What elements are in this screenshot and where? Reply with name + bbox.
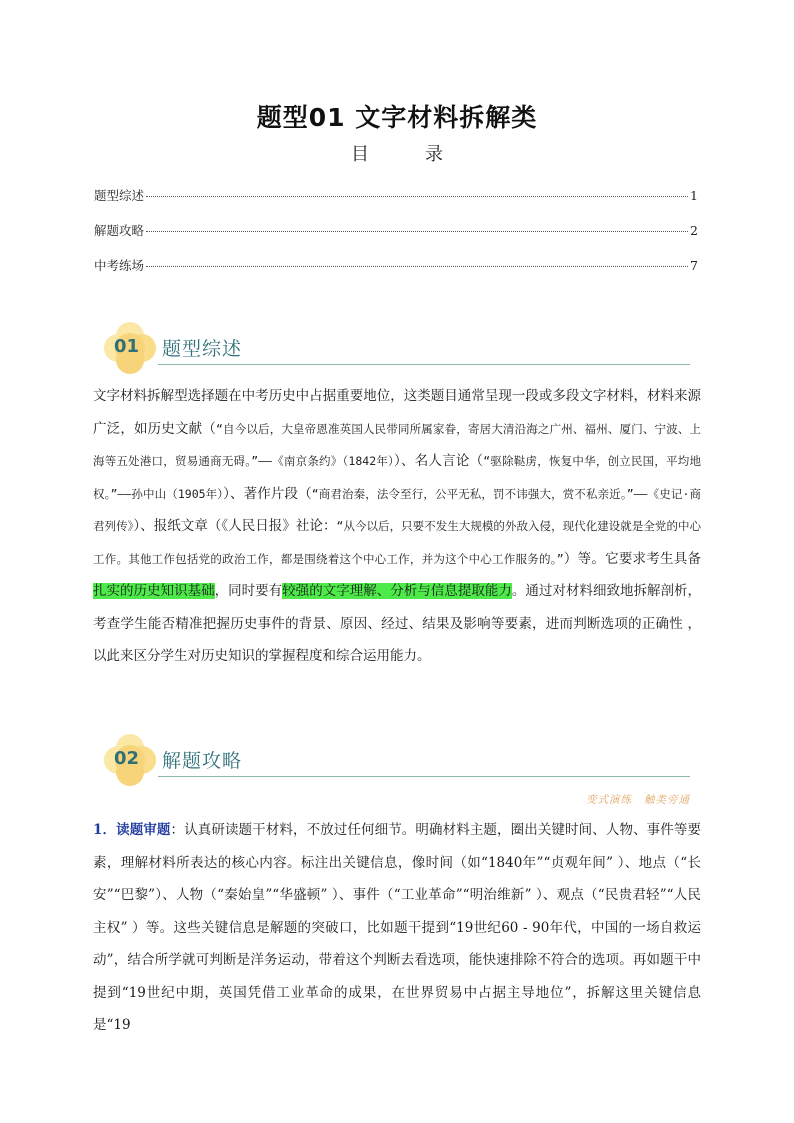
text-run: ）、名人言论（	[394, 453, 484, 469]
section-number: 02	[114, 748, 140, 769]
text-run: ，同时要有	[214, 583, 283, 599]
section-title: 题型综述	[162, 338, 243, 360]
toc-leader-dots	[146, 231, 688, 232]
section-title: 解题攻略	[162, 750, 243, 772]
quote-sun-yatsen: “驱除鞑虏，恢复中华，创立民国，平均地权。”——孙中山（1905年）	[93, 454, 702, 501]
toc-leader-dots	[146, 266, 688, 267]
toc-entry[interactable]	[94, 256, 698, 291]
toc-entry-label: 中考练场	[94, 258, 145, 273]
toc-entry-label: 题型综述	[94, 188, 145, 203]
table-of-contents	[94, 186, 698, 291]
quote-shiji: “商君治秦，法令至行，公平无私，罚不讳强大，赏不私亲近。”——《史记·商君列传》	[93, 486, 701, 533]
toc-heading	[0, 140, 794, 166]
toc-heading-left: 目	[351, 144, 369, 165]
tagline-part: 触类旁通	[644, 794, 690, 806]
section-divider	[158, 364, 690, 365]
quote-peoples-daily: “从今以后，只要不发生大规模的外敌入侵，现代化建设就是全党的中心工作。其他工作包括党的政治工作，都是围绕着这个中心工作，并为这个中心工作服务的。”	[93, 519, 702, 566]
section-tagline	[574, 792, 690, 807]
toc-entry[interactable]	[94, 221, 698, 256]
section-header-overview	[100, 318, 700, 378]
highlight-ability: 较强的文字理解、分析与信息提取能力	[282, 583, 512, 599]
text-run: ）、著作片段（	[223, 485, 312, 502]
text-run: ：认真研读题干材料，不放过任何细节。明确材料主题，圈出关键时间、人物、事件等要素，理解材料所表达的核心内容。标注出关键信息，像时间（如“1840年”“贞观年间” ）、地点（“长安”“巴黎”）、人物（“秦始皇”“华盛顿” ）、事件（“工业革命”“明治维新” ）、观点（“民贵君轻”“人民主权” ）等。这些关键信息是解题的突破口，比如题干提到“19世纪60 - 90年代，中国的一场自救运动”，结合所学就可判断是洋务运动，带着这个判断去看选项，能快速排除不符合的选项。再如题干中提到“19世纪中期，英国凭借工业革命的成果，在世界贸易中占据主导地位”，拆解这里关键信息是“19	[93, 822, 701, 1033]
text-run: 文字材料拆解型选择题在中考历史中占据重要地位，这类题目通常呈现一段或多段文字材料，材料来源广泛，如历史文献（	[93, 388, 701, 437]
overview-paragraph	[93, 380, 701, 673]
section-number: 01	[114, 336, 140, 357]
highlight-knowledge: 扎实的历史知识基础	[93, 583, 215, 599]
toc-entry[interactable]	[94, 186, 698, 221]
tagline-part: 变式演练	[586, 794, 632, 806]
section-header-strategy	[100, 730, 700, 790]
text-run: ）等。它要求考生具备	[563, 550, 702, 567]
toc-heading-right: 录	[425, 144, 443, 165]
quote-nanjing-treaty: “自今以后，大皇帝恩准英国人民带同所属家眷，寄居大清沿海之广州、福州、厦门、宁波、上海等五处港口，贸易通商无碍。”——《南京条约》（1842年）	[93, 421, 702, 468]
section-divider	[158, 776, 690, 777]
text-run: 。通过对材料细致地拆解剖析，考查学生能否精准把握历史事件的背景、原因、经过、结果及影响等要素，进而判断选项的正确性 ，以此来区分学生对历史知识的掌握程度和综合运用能力。	[93, 583, 702, 664]
text-run: ）、报纸文章（《人民日报》社论：	[133, 518, 337, 534]
toc-entry-label: 解题攻略	[94, 223, 145, 238]
toc-leader-dots	[146, 196, 688, 197]
toc-entry-page: 2	[690, 223, 698, 238]
step-heading: 1．读题审题	[93, 822, 171, 838]
toc-entry-page: 1	[690, 188, 698, 203]
document-title: 题型01 文字材料拆解类	[256, 103, 538, 132]
toc-entry-page: 7	[690, 258, 698, 273]
strategy-paragraph	[93, 814, 701, 1042]
